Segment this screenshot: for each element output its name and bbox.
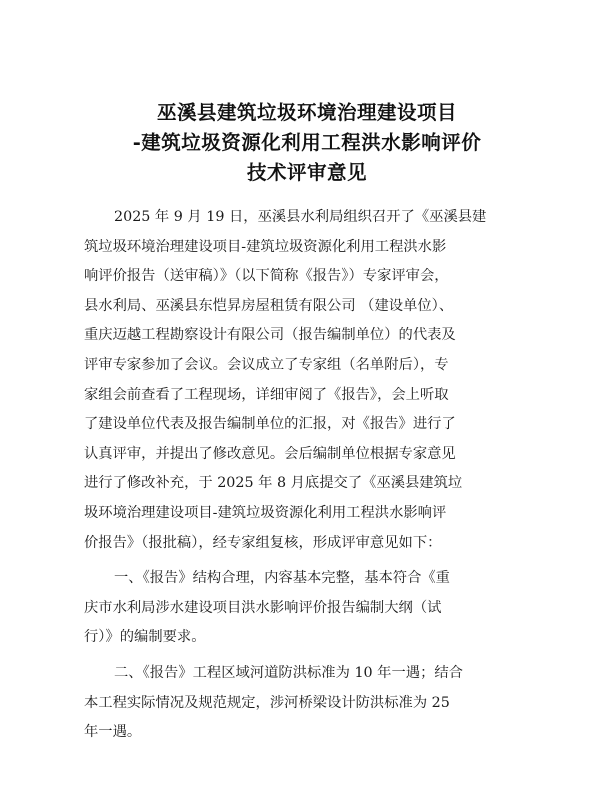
title-line-2: -建筑垃圾资源化利用工程洪水影响评价 (132, 131, 482, 154)
text-line: 2025 年 9 月 19 日，巫溪县水利局组织召开了《巫溪县建 (114, 209, 487, 225)
title-line-3: 技术评审意见 (246, 161, 367, 184)
text-line: 了建设单位代表及报告编制单位的汇报，对《报告》进行了 (84, 416, 456, 433)
title-line-1: 巫溪县建筑垃圾环境治理建设项目 (156, 101, 457, 124)
text-line: 庆市水利局涉水建设项目洪水影响评价报告编制大纲（试 (84, 599, 442, 616)
text-line: 家组会前查看了工程现场，详细审阅了《报告》，会上听取 (84, 386, 449, 403)
text-line: 行）》的编制要求。 (84, 629, 206, 646)
text-line: 年一遇。 (84, 724, 142, 741)
paragraph-opinion-2 (84, 659, 524, 748)
text-line: 二、《报告》工程区域河道防洪标准为 10 年一遇；结合 (114, 664, 463, 681)
text-line: 县水利局、巫溪县东恺昇房屋租赁有限公司 （建设单位）、 (84, 297, 454, 314)
text-line: 响评价报告（送审稿）》（以下简称《报告》）专家评审会， (84, 268, 449, 285)
text-line: 重庆迈越工程勘察设计有限公司（报告编制单位）的代表及 (84, 327, 456, 344)
text-line: 圾环境治理建设项目-建筑垃圾资源化利用工程洪水影响评 (84, 504, 447, 521)
text-line: 一、《报告》结构合理，内容基本完整，基本符合《重 (114, 570, 450, 587)
document-body (84, 203, 524, 754)
paragraph-meeting-summary (84, 203, 524, 558)
paragraph-opinion-1 (84, 564, 524, 653)
text-line: 评审专家参加了会议。会议成立了专家组（名单附后），专 (84, 356, 449, 373)
text-line: 本工程实际情况及规范规定，涉河桥梁设计防洪标准为 25 (84, 694, 450, 711)
document-title (0, 98, 614, 188)
text-line: 认真评审，并提出了修改意见。会后编制单位根据专家意见 (84, 445, 456, 462)
text-line: 价报告》（报批稿），经专家组复核，形成评审意见如下： (84, 534, 442, 551)
text-line: 进行了修改补充，于 2025 年 8 月底提交了《巫溪县建筑垃 (84, 475, 463, 492)
text-line: 筑垃圾环境治理建设项目-建筑垃圾资源化利用工程洪水影 (84, 238, 447, 255)
